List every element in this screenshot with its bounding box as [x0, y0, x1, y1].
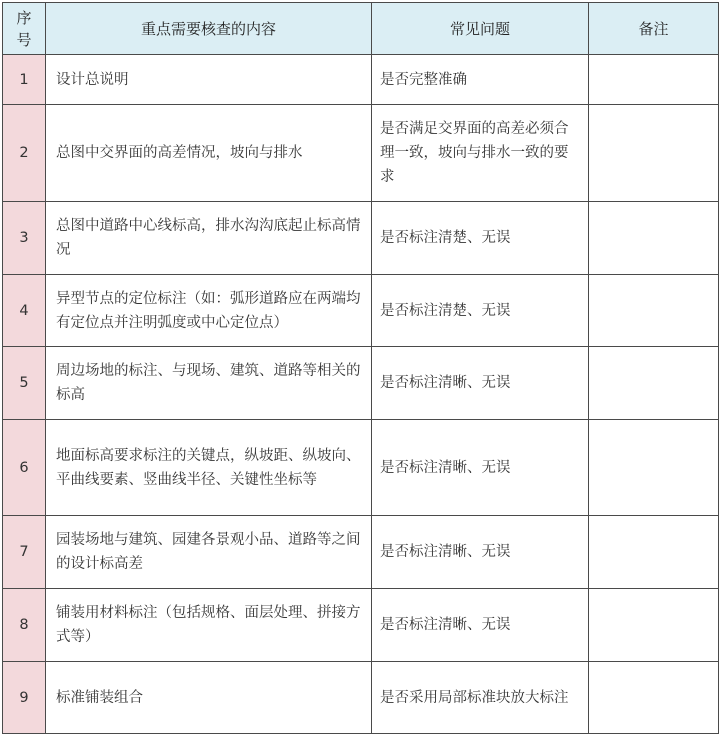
row-remark	[589, 420, 719, 516]
row-content: 异型节点的定位标注（如：弧形道路应在两端均有定位点并注明弧度或中心定位点）	[46, 275, 372, 347]
row-remark	[589, 516, 719, 589]
review-table	[2, 2, 719, 734]
row-content: 地面标高要求标注的关键点，纵坡距、纵坡向、平曲线要素、竖曲线半径、关键性坐标等	[46, 420, 372, 516]
row-content: 总图中道路中心线标高，排水沟沟底起止标高情况	[46, 202, 372, 275]
row-issue: 是否标注清楚、无误	[372, 202, 589, 275]
row-content: 总图中交界面的高差情况，坡向与排水	[46, 105, 372, 202]
row-remark	[589, 55, 719, 105]
row-issue: 是否采用局部标准块放大标注	[372, 662, 589, 734]
header-issue: 常见问题	[372, 3, 589, 55]
row-number: 6	[3, 420, 46, 516]
row-remark	[589, 105, 719, 202]
row-content: 周边场地的标注、与现场、建筑、道路等相关的标高	[46, 347, 372, 420]
row-number: 7	[3, 516, 46, 589]
table-row	[3, 275, 719, 347]
row-remark	[589, 202, 719, 275]
row-content: 园装场地与建筑、园建各景观小品、道路等之间的设计标高差	[46, 516, 372, 589]
row-remark	[589, 662, 719, 734]
row-number: 5	[3, 347, 46, 420]
table-row	[3, 105, 719, 202]
row-issue: 是否标注清晰、无误	[372, 420, 589, 516]
table-row	[3, 347, 719, 420]
row-number: 2	[3, 105, 46, 202]
header-num-line2: 号	[16, 30, 32, 49]
row-issue: 是否标注清楚、无误	[372, 275, 589, 347]
header-remark: 备注	[589, 3, 719, 55]
row-issue: 是否标注清晰、无误	[372, 347, 589, 420]
row-issue: 是否满足交界面的高差必须合理一致，坡向与排水一致的要求	[372, 105, 589, 202]
row-remark	[589, 275, 719, 347]
header-row	[3, 3, 719, 55]
table-row	[3, 662, 719, 734]
row-number: 1	[3, 55, 46, 105]
row-remark	[589, 589, 719, 662]
row-number: 9	[3, 662, 46, 734]
row-number: 8	[3, 589, 46, 662]
row-issue: 是否标注清晰、无误	[372, 589, 589, 662]
row-number: 4	[3, 275, 46, 347]
row-content: 铺装用材料标注（包括规格、面层处理、拼接方式等）	[46, 589, 372, 662]
table-row	[3, 420, 719, 516]
table-row	[3, 589, 719, 662]
row-issue: 是否标注清晰、无误	[372, 516, 589, 589]
header-num	[3, 3, 46, 55]
header-num-line1: 序	[16, 8, 32, 27]
table-row	[3, 202, 719, 275]
table-row	[3, 516, 719, 589]
row-remark	[589, 347, 719, 420]
row-issue: 是否完整准确	[372, 55, 589, 105]
row-content: 设计总说明	[46, 55, 372, 105]
row-number: 3	[3, 202, 46, 275]
table-row	[3, 55, 719, 105]
row-content: 标准铺装组合	[46, 662, 372, 734]
header-content: 重点需要核查的内容	[46, 3, 372, 55]
